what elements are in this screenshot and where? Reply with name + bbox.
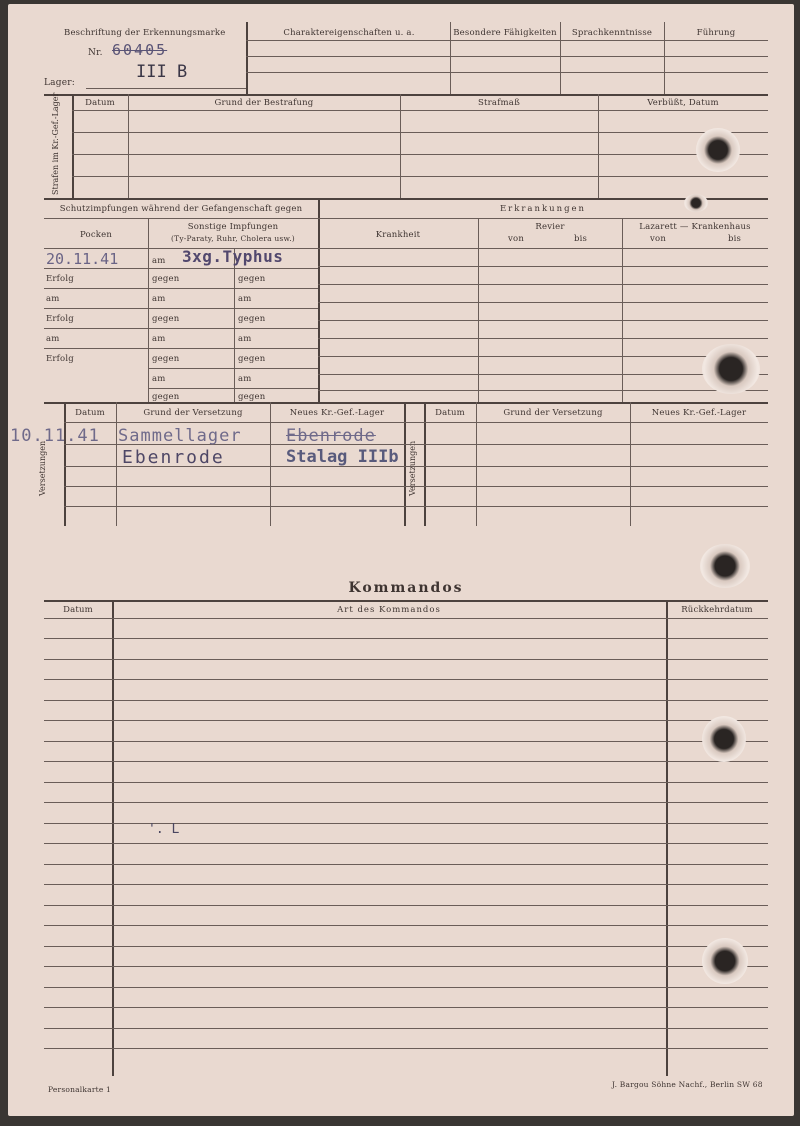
kommandos-row-line — [44, 638, 768, 639]
penalties-side-label: Strafen im Kr.-Gef.-Lager — [51, 92, 60, 195]
kommandos-row-line — [44, 761, 768, 762]
kommandos-top-line — [44, 600, 768, 602]
col-language-header: Sprachkenntnisse — [571, 28, 653, 38]
vacc-label-gegen: gegen — [152, 274, 180, 284]
vacc-label-am: am — [152, 256, 166, 266]
revier-bis: bis — [574, 234, 588, 244]
lazarett-von: von — [650, 234, 666, 244]
transfer-reason-stamp-2: Ebenrode — [122, 447, 225, 468]
top-header-line — [246, 40, 768, 41]
vacc-label-am: am — [238, 294, 252, 304]
transfers-col-new-camp-2: Neues Kr.-Gef.-Lager — [651, 408, 747, 418]
vacc-label-am: am — [152, 294, 166, 304]
kommandos-row-line — [44, 1028, 768, 1029]
penalties-col-date: Datum — [85, 98, 115, 108]
typhus-stamp: 3xg.Typhus — [182, 247, 284, 266]
transfers-mid-line — [404, 402, 406, 526]
paper-hole — [702, 716, 746, 762]
col-conduct-header: Führung — [696, 28, 736, 38]
vacc-label-erfolg: Erfolg — [46, 354, 74, 364]
kommandos-row-line — [44, 720, 768, 721]
footer-left: Personalkarte 1 — [48, 1085, 112, 1094]
paper-hole — [700, 544, 750, 588]
lazarett-bis: bis — [728, 234, 742, 244]
illness-row-line — [318, 390, 768, 391]
illness-row-line — [318, 284, 768, 285]
vaccinations-top-line — [44, 198, 768, 200]
vacc-subheader-line — [44, 218, 768, 219]
kommandos-row-line — [44, 925, 768, 926]
transfers-top-line — [44, 402, 768, 404]
kommandos-row-line — [44, 864, 768, 865]
col-skills-header: Besondere Fähigkeiten — [453, 28, 557, 38]
pocken-date: 20.11.41 — [46, 250, 119, 268]
vacc-illness-divider — [318, 198, 320, 402]
illness-row-line — [318, 356, 768, 357]
kommandos-row-line — [44, 1048, 768, 1049]
vacc-label-am: am — [238, 374, 252, 384]
vacc-row-line — [148, 368, 318, 369]
transfers-col-line — [630, 402, 631, 526]
transfers-col-date: Datum — [75, 408, 105, 418]
transfers-right-start-line — [424, 402, 426, 526]
col-character-header: Charaktereigenschaften u. a. — [283, 28, 415, 38]
transfers-row-line — [64, 506, 768, 507]
vacc-label-gegen: gegen — [238, 392, 266, 402]
vacc-col-other-sub: (Ty-Paraty, Ruhr, Cholera usw.) — [171, 234, 295, 243]
illness-col-revier: Revier — [535, 222, 565, 232]
kommandos-col-type: Art des Kommandos — [337, 605, 441, 615]
id-tag-label: Beschriftung der Erkennungsmarke — [64, 28, 226, 38]
illness-row-line — [318, 374, 768, 375]
penalties-col-reason: Grund der Bestrafung — [214, 98, 314, 108]
kommandos-col-return: Rückkehrdatum — [681, 605, 753, 615]
illness-col-illness: Krankheit — [375, 230, 421, 240]
kommandos-row-line — [44, 741, 768, 742]
kommandos-title: Kommandos — [348, 580, 464, 596]
penalties-row-line — [72, 154, 768, 155]
kommandos-row-line — [44, 966, 768, 967]
lager-label: Lager: — [44, 78, 75, 88]
penalties-top-line — [44, 94, 768, 96]
kommandos-row-line — [44, 884, 768, 885]
vacc-label-gegen: gegen — [238, 274, 266, 284]
vacc-label-gegen: gegen — [238, 354, 266, 364]
kommandos-row-line — [44, 1007, 768, 1008]
illness-col-lazarett: Lazarett — Krankenhaus — [639, 222, 751, 232]
transfer-struck-stamp: Ebenrode — [286, 426, 376, 446]
vacc-col-other: Sonstige Impfungen — [187, 222, 279, 232]
paper-hole — [702, 938, 748, 984]
kommandos-row-line — [44, 659, 768, 660]
transfers-col-line — [270, 402, 271, 526]
vacc-label-erfolg: Erfolg — [46, 314, 74, 324]
transfers-col-line — [476, 402, 477, 526]
transfer-date-stamp: 10.11.41 — [10, 426, 100, 446]
top-row-line — [246, 72, 768, 73]
transfers-col-new-camp: Neues Kr.-Gef.-Lager — [289, 408, 385, 418]
vacc-row-line — [44, 328, 318, 329]
penalties-row-line — [72, 176, 768, 177]
kommandos-row-line — [44, 843, 768, 844]
vacc-header-line — [44, 248, 768, 249]
kommandos-col-date: Datum — [63, 605, 93, 615]
transfers-col-line — [116, 402, 117, 526]
kommandos-row-line — [44, 946, 768, 947]
vacc-row-line — [148, 388, 318, 389]
kommandos-row-line — [44, 802, 768, 803]
illness-header: Erkrankungen — [499, 204, 587, 214]
footer-right: J. Bargou Söhne Nachf., Berlin SW 68 — [612, 1080, 763, 1089]
vacc-label-erfolg: Erfolg — [46, 274, 74, 284]
illness-row-line — [318, 338, 768, 339]
vacc-label-gegen: gegen — [152, 314, 180, 324]
illness-row-line — [318, 302, 768, 303]
penalties-col-penalty: Strafmaß — [478, 98, 520, 108]
lager-value: III B — [136, 62, 188, 82]
paper-hole — [684, 194, 708, 212]
penalties-row-line — [72, 132, 768, 133]
vacc-label-am: am — [238, 334, 252, 344]
transfers-col-reason: Grund der Versetzung — [143, 408, 243, 418]
vacc-label-am: am — [152, 374, 166, 384]
illness-row-line — [318, 266, 768, 267]
kommandos-col-line — [112, 600, 114, 1076]
vacc-label-am: am — [46, 294, 60, 304]
personnel-card-back — [8, 4, 794, 1116]
penalties-col-served: Verbüßt, Datum — [647, 98, 719, 108]
kommandos-row-line — [44, 782, 768, 783]
illness-row-line — [318, 320, 768, 321]
top-row-line — [246, 56, 768, 57]
kommandos-col-line — [666, 600, 668, 1076]
vacc-label-gegen: gegen — [152, 354, 180, 364]
vacc-col-pocken: Pocken — [79, 230, 113, 240]
transfers-side-label-left: Versetzungen — [38, 440, 47, 496]
vacc-row-line — [44, 348, 318, 349]
kommandos-row-line — [44, 679, 768, 680]
kommandos-row-line — [44, 905, 768, 906]
penalties-header-line — [72, 110, 768, 111]
nr-value: 60405 — [112, 41, 168, 59]
transfer-reason-stamp: Sammellager — [118, 426, 242, 446]
kommandos-mark: '. L — [148, 822, 180, 837]
vacc-row-line — [44, 288, 318, 289]
revier-von: von — [508, 234, 524, 244]
transfers-row-line — [64, 486, 768, 487]
paper-hole — [696, 128, 740, 172]
transfers-side-label-right: Versetzungen — [408, 440, 417, 496]
vaccinations-header: Schutzimpfungen während der Gefangenschaft gegen — [59, 204, 303, 214]
transfers-col-date-2: Datum — [435, 408, 465, 418]
vacc-label-am: am — [46, 334, 60, 344]
vacc-label-am: am — [152, 334, 166, 344]
nr-label: Nr. — [88, 48, 103, 58]
vacc-label-gegen: gegen — [152, 392, 180, 402]
transfers-header-line — [64, 422, 768, 423]
vacc-row-line — [44, 308, 318, 309]
kommandos-header-line — [44, 618, 768, 619]
vacc-col-line — [234, 248, 235, 402]
transfers-left-line — [64, 402, 66, 526]
vacc-row-line — [44, 268, 318, 269]
lager-line — [86, 88, 246, 89]
vacc-col-line — [148, 218, 149, 402]
vacc-label-gegen: gegen — [238, 314, 266, 324]
kommandos-row-line — [44, 700, 768, 701]
paper-hole — [702, 344, 760, 394]
stalag-stamp: Stalag IIIb — [286, 447, 399, 467]
transfers-col-reason-2: Grund der Versetzung — [503, 408, 603, 418]
kommandos-row-line — [44, 987, 768, 988]
